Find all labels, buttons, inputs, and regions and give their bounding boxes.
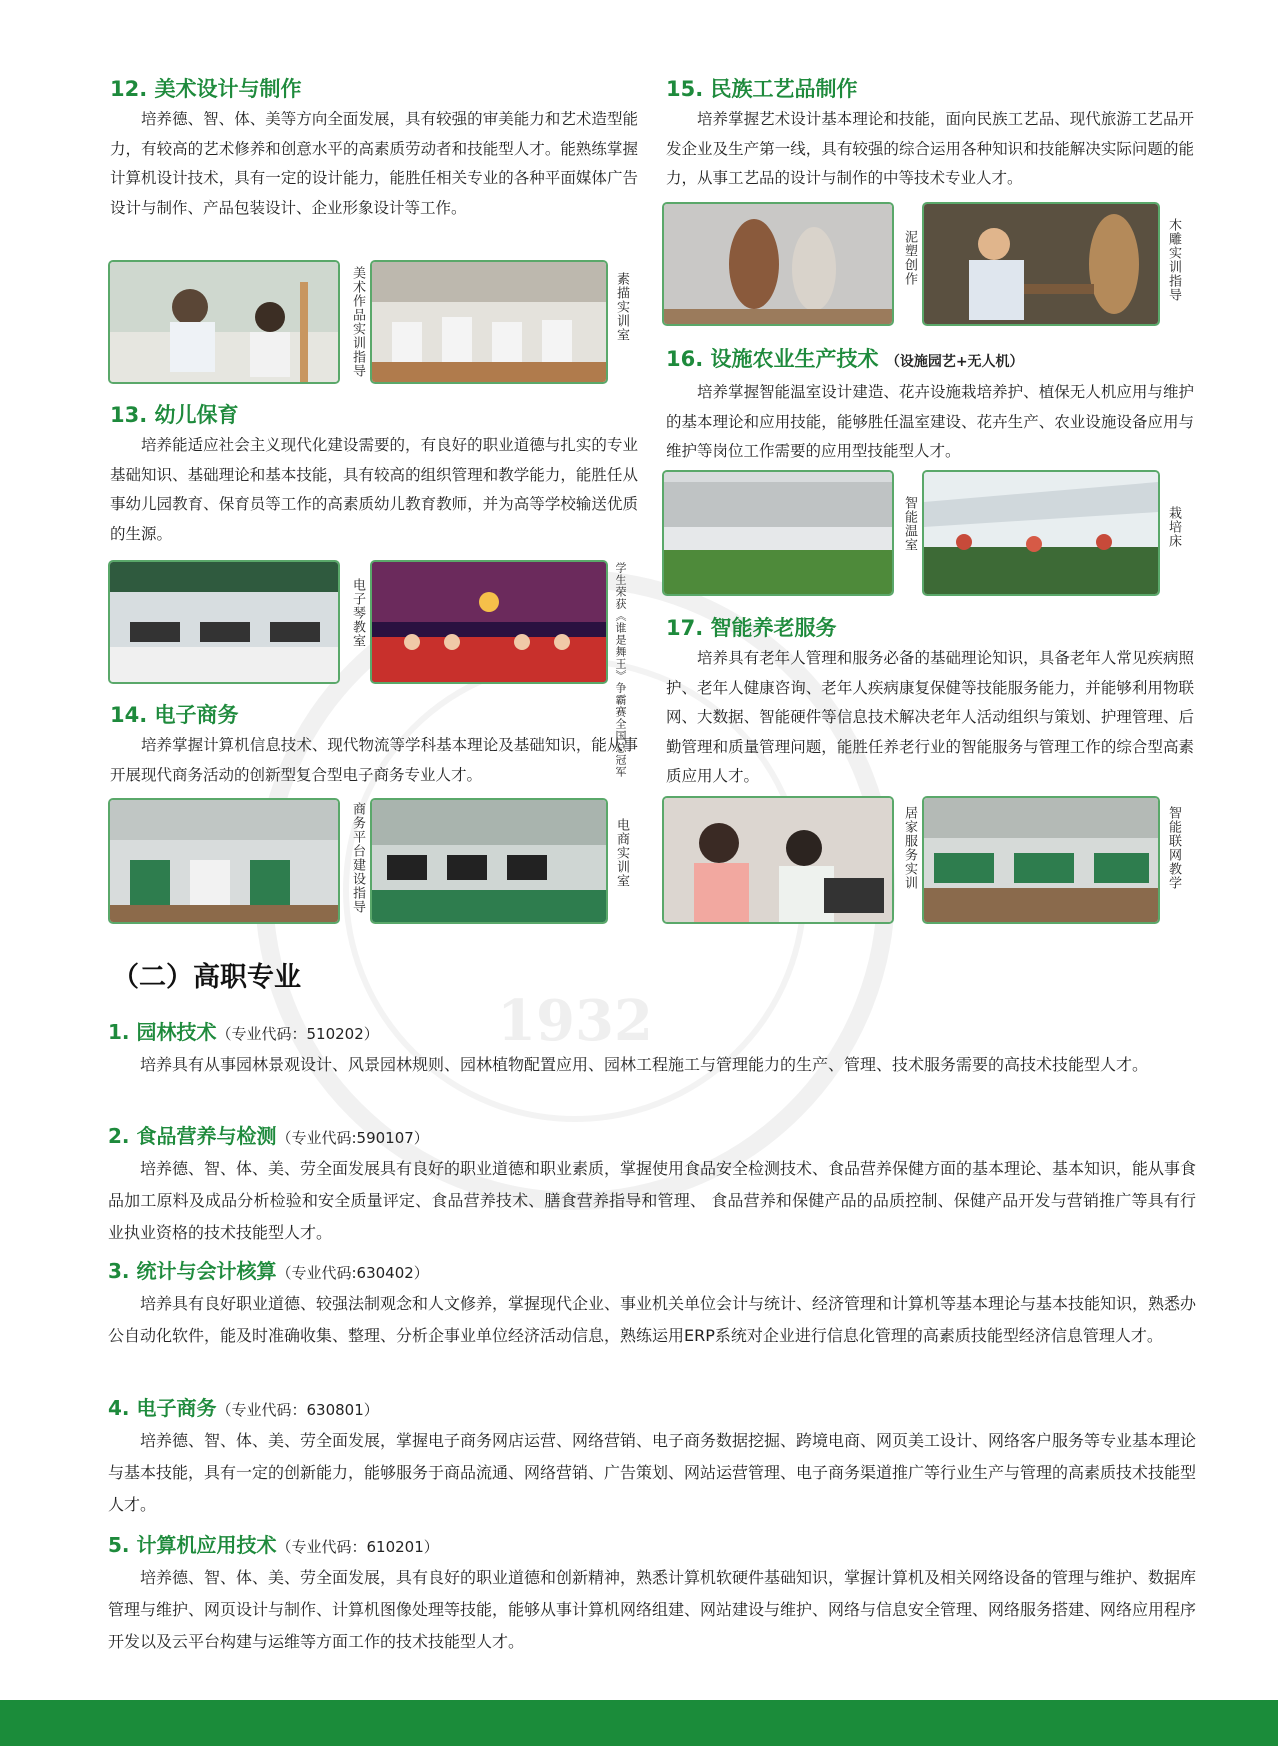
footer-bar <box>0 1700 1278 1746</box>
caption-cultivation-bed: 栽培床 <box>1166 506 1181 548</box>
hv-item-1 <box>108 1017 1196 1081</box>
photo-sketch-room <box>370 260 608 384</box>
hv-item-1-code: （专业代码：510202） <box>216 1025 379 1043</box>
major-15-text: 培养掌握艺术设计基本理论和技能，面向民族工艺品、现代旅游工艺品开发企业及生产第一线，具有较强的综合运用各种知识和技能解决实际问题的能力，从事工艺品的设计与制作的中等技术专业人才。 <box>666 110 1194 187</box>
watermark-year: 1932 <box>497 988 653 1054</box>
hv-item-4-title: 4. 电子商务 <box>108 1396 217 1420</box>
major-14-title: 14. 电子商务 <box>110 703 239 727</box>
major-12-title: 12. 美术设计与制作 <box>110 77 302 101</box>
hv-item-4-heading <box>108 1393 1196 1425</box>
hv-item-2-title: 2. 食品营养与检测 <box>108 1124 277 1148</box>
photo-smart-greenhouse <box>662 470 894 596</box>
caption-ecommerce-platform: 商务平台建设指导 <box>350 802 365 914</box>
photo-clay-sculpture <box>662 202 894 326</box>
hv-item-4 <box>108 1393 1196 1521</box>
caption-sketch-room: 素描实训室 <box>614 272 629 342</box>
major-14-text: 培养掌握计算机信息技术、现代物流等学科基本理论及基础知识，能从事开展现代商务活动的创新型复合型电子商务专业人才。 <box>110 736 638 784</box>
hv-item-5-code: （专业代码：610201） <box>276 1538 439 1556</box>
hv-item-2 <box>108 1121 1196 1249</box>
hv-item-4-code: （专业代码：630801） <box>216 1401 379 1419</box>
hv-item-2-heading <box>108 1121 1196 1153</box>
photo-woodcarving <box>922 202 1160 326</box>
caption-smart-greenhouse: 智能温室 <box>902 496 917 552</box>
hv-item-1-heading <box>108 1017 1196 1049</box>
caption-woodcarving: 木雕实训指导 <box>1166 218 1181 302</box>
photo-art-guidance <box>108 260 340 384</box>
caption-smart-network: 智能联网教学 <box>1166 806 1181 890</box>
photo-home-service <box>662 796 894 924</box>
major-14-section <box>110 701 638 790</box>
major-12-text: 培养德、智、体、美等方向全面发展，具有较强的审美能力和艺术造型能力，有较高的艺术修养和创意水平的高素质劳动者和技能型人才。能熟练掌握计算机设计技术，具有一定的设计能力，能胜任相关专业的各种平面媒体广告设计与制作、产品包装设计、企业形象设计等工作。 <box>110 110 638 217</box>
hv-item-3-heading <box>108 1256 1196 1288</box>
hv-item-2-text: 培养德、智、体、美、劳全面发展具有良好的职业道德和职业素质，掌握使用食品安全检测技术、食品营养保健方面的基本理论、基本知识，能从事食品加工原料及成品分析检验和安全质量评定、食品营养技术、膳食营养指导和管理、 食品营养和保健产品的品质控制、保健产品开发与营销推广等具有行业执业资格的技术技能型人才。 <box>108 1159 1197 1242</box>
caption-art-guidance: 美术作品实训指导 <box>350 266 365 378</box>
hv-item-3-title: 3. 统计与会计核算 <box>108 1259 277 1283</box>
major-17-section <box>666 614 1194 792</box>
hv-item-5-text: 培养德、智、体、美、劳全面发展，具有良好的职业道德和创新精神，熟悉计算机软硬件基础知识，掌握计算机及相关网络设备的管理与维护、数据库管理与维护、网页设计与制作、计算机图像处理等技能，能够从事计算机网络组建、网站建设与维护、网络与信息安全管理、网络服务搭建、网络应用程序开发以及云平台构建与运维等方面工作的技术技能型人才。 <box>108 1568 1197 1651</box>
caption-keyboard-room: 电子琴教室 <box>350 578 365 648</box>
major-16-section <box>666 345 1194 467</box>
major-13-section <box>110 401 638 549</box>
caption-dance-award: 学生荣获《谁是舞王》争霸赛全国总冠军 <box>614 562 627 778</box>
major-16-text: 培养掌握智能温室设计建造、花卉设施栽培养护、植保无人机应用与维护的基本理论和应用技能，能够胜任温室建设、花卉生产、农业设施设备应用与维护等岗位工作需要的应用型技能型人才。 <box>666 383 1194 460</box>
higher-vocational-title: （二）高职专业 <box>112 962 301 993</box>
hv-item-4-text: 培养德、智、体、美、劳全面发展，掌握电子商务网店运营、网络营销、电子商务数据挖掘、跨境电商、网页美工设计、网络客户服务等专业基本理论与基本技能，具有一定的创新能力，能够服务于商品流通、网络营销、广告策划、网站运营管理、电子商务渠道推广等行业生产与管理的高素质技术技能型人才。 <box>108 1431 1197 1514</box>
hv-item-2-code: （专业代码:590107） <box>276 1129 429 1147</box>
caption-ecommerce-lab: 电商实训室 <box>614 818 629 888</box>
hv-item-3-code: （专业代码:630402） <box>276 1264 429 1282</box>
major-15-section <box>666 75 1194 194</box>
major-12-section <box>110 75 638 223</box>
hv-item-3 <box>108 1256 1196 1352</box>
hv-item-5 <box>108 1530 1196 1658</box>
major-13-text: 培养能适应社会主义现代化建设需要的，有良好的职业道德与扎实的专业基础知识、基础理论和基本技能，具有较高的组织管理和教学能力，能胜任从事幼儿园教育、保育员等工作的高素质幼儿教育教师，并为高等学校输送优质的生源。 <box>110 436 638 543</box>
major-15-title: 15. 民族工艺品制作 <box>666 77 858 101</box>
major-16-title-wrap <box>666 345 1194 376</box>
hv-item-3-text: 培养具有良好职业道德、较强法制观念和人文修养，掌握现代企业、事业机关单位会计与统计、经济管理和计算机等基本理论与基本技能知识，熟悉办公自动化软件，能及时准确收集、整理、分析企事业单位经济活动信息，熟练运用ERP系统对企业进行信息化管理的高素质技能型经济信息管理人才。 <box>108 1294 1197 1345</box>
photo-ecommerce-platform <box>108 798 340 924</box>
hv-item-1-text: 培养具有从事园林景观设计、风景园林规则、园林植物配置应用、园林工程施工与管理能力的生产、管理、技术服务需要的高技术技能型人才。 <box>140 1055 1149 1074</box>
hv-item-5-title: 5. 计算机应用技术 <box>108 1533 277 1557</box>
major-16-title: 16. 设施农业生产技术 <box>666 347 879 371</box>
photo-dance-award <box>370 560 608 684</box>
caption-home-service: 居家服务实训 <box>902 806 917 890</box>
major-17-text: 培养具有老年人管理和服务必备的基础理论知识，具备老年人常见疾病照护、老年人健康咨询、老年人疾病康复保健等技能服务能力，并能够利用物联网、大数据、智能硬件等信息技术解决老年人活动组织与策划、护理管理、后勤管理和质量管理问题，能胜任养老行业的智能服务与管理工作的综合型高素质应用人才。 <box>666 649 1194 785</box>
major-17-title: 17. 智能养老服务 <box>666 616 837 640</box>
photo-smart-network <box>922 796 1160 924</box>
photo-keyboard-room <box>108 560 340 684</box>
hv-item-1-title: 1. 园林技术 <box>108 1020 217 1044</box>
photo-ecommerce-lab <box>370 798 608 924</box>
hv-item-5-heading <box>108 1530 1196 1562</box>
caption-clay-sculpture: 泥塑创作 <box>902 230 917 286</box>
photo-cultivation-bed <box>922 470 1160 596</box>
major-16-subtitle: （设施园艺+无人机） <box>885 354 1024 370</box>
major-13-title: 13. 幼儿保育 <box>110 403 239 427</box>
